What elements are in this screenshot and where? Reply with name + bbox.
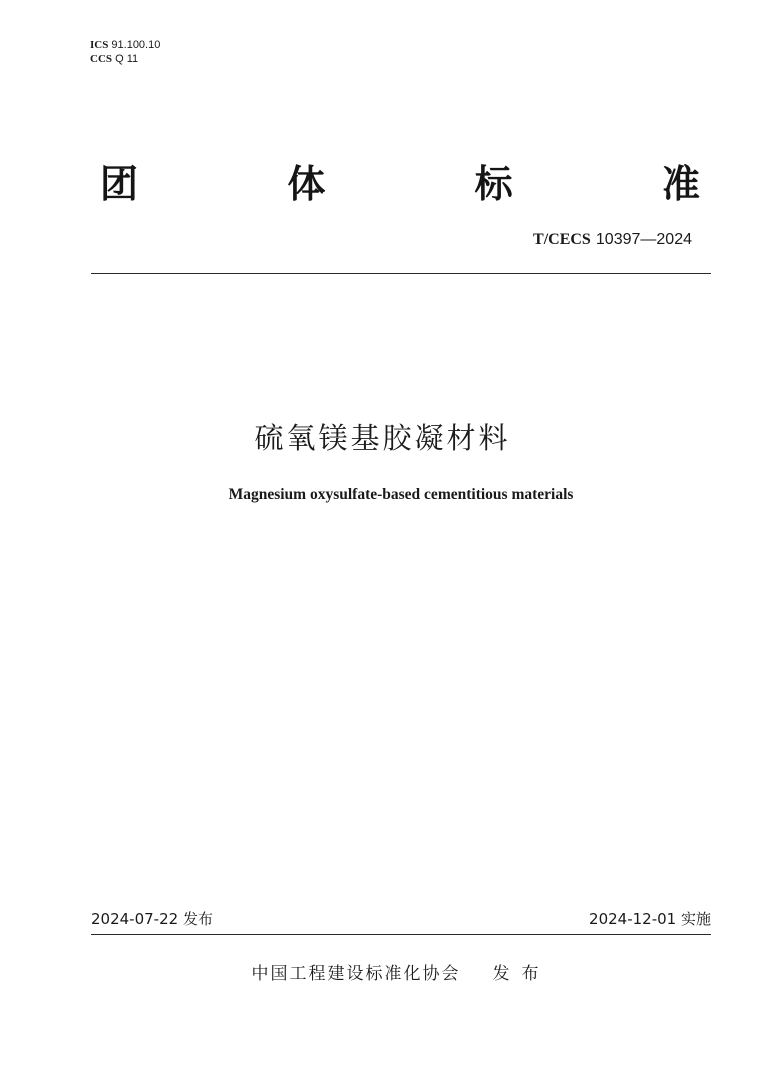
standard-type-char: 标 — [474, 161, 513, 206]
standard-type-heading — [100, 150, 700, 210]
publisher-row — [0, 959, 765, 984]
top-divider — [91, 273, 711, 274]
publish-action: 发布 — [492, 964, 551, 984]
ccs-label: CCS — [90, 53, 113, 65]
ics-line — [90, 38, 160, 52]
title-chinese: 硫氧镁基胶凝材料 — [254, 421, 511, 455]
standard-number — [533, 229, 692, 250]
standard-number-value: 10397—2024 — [595, 231, 692, 248]
standard-type-char: 团 — [100, 161, 139, 206]
ccs-code: Q 11 — [115, 53, 139, 65]
standard-type-char: 体 — [287, 161, 326, 206]
ics-code: 91.100.10 — [111, 39, 161, 51]
publisher-name: 中国工程建设标准化协会 — [251, 964, 461, 984]
date-row — [91, 909, 711, 929]
ccs-line — [90, 52, 160, 66]
ics-label: ICS — [90, 39, 109, 51]
classification-codes — [90, 38, 160, 66]
standard-number-prefix: T/CECS — [533, 231, 591, 248]
implementation-date: 2024-12-01 实施 — [589, 910, 711, 928]
standard-type-char: 准 — [661, 161, 700, 206]
bottom-divider — [91, 934, 711, 935]
title-english: Magnesium oxysulfate-based cementitious materials — [228, 486, 574, 503]
release-date: 2024-07-22 发布 — [91, 910, 213, 928]
